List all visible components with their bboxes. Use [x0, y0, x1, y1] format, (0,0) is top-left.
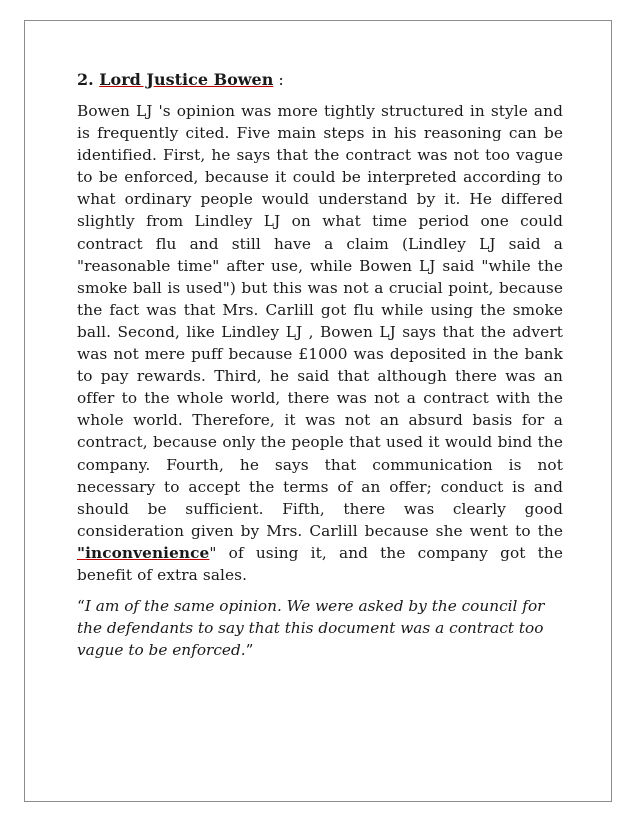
section-colon: : [273, 70, 284, 89]
section-separator: . [88, 70, 100, 89]
paragraph-text-after: " of using it, and the company got the benefit of extra sales. [77, 543, 563, 584]
section-title: Lord Justice Bowen [99, 70, 274, 89]
body-paragraph [77, 100, 563, 586]
section-number: 2 [77, 70, 89, 89]
document-content [77, 70, 563, 661]
quote-text: I am of the same opinion. We were asked by the council for the defendants to say that this document was a contract too vague to be enforced. [77, 597, 545, 660]
emphasized-word: "inconvenience [77, 543, 210, 562]
quoted-passage [77, 595, 563, 661]
section-heading [77, 70, 563, 90]
quote-close-mark: ” [245, 641, 254, 660]
quote-open-mark: “ [77, 597, 85, 616]
paragraph-text-before: Bowen LJ 's opinion was more tightly structured in style and is frequently cited. Five main steps in his reasoning can be identified. First, he says that the contract was not too vague to be enforced, because it could be interpreted according to what ordinary people would understand by it. He differed slightly from Lindley LJ on what time period one could contract flu and still have a claim (Lindley LJ said a "reasonable time" after use, while Bowen LJ said "while the smoke ball is used") but this was not a crucial point, because the fact was that Mrs. Carlill got flu while using the smoke ball. Second, like Lindley LJ , Bowen LJ says that the advert was not mere puff because £1000 was deposited in the bank to pay rewards. Third, he said that although there was an offer to the whole world, there was not a contract with the whole world. Therefore, it was not an absurd basis for a contract, because only the people that used it would bind the company. Fourth, he says that communication is not necessary to accept the terms of an offer; conduct is and should be sufficient. Fifth, there was clearly good consideration given by Mrs. Carlill because she went to the [77, 102, 563, 540]
